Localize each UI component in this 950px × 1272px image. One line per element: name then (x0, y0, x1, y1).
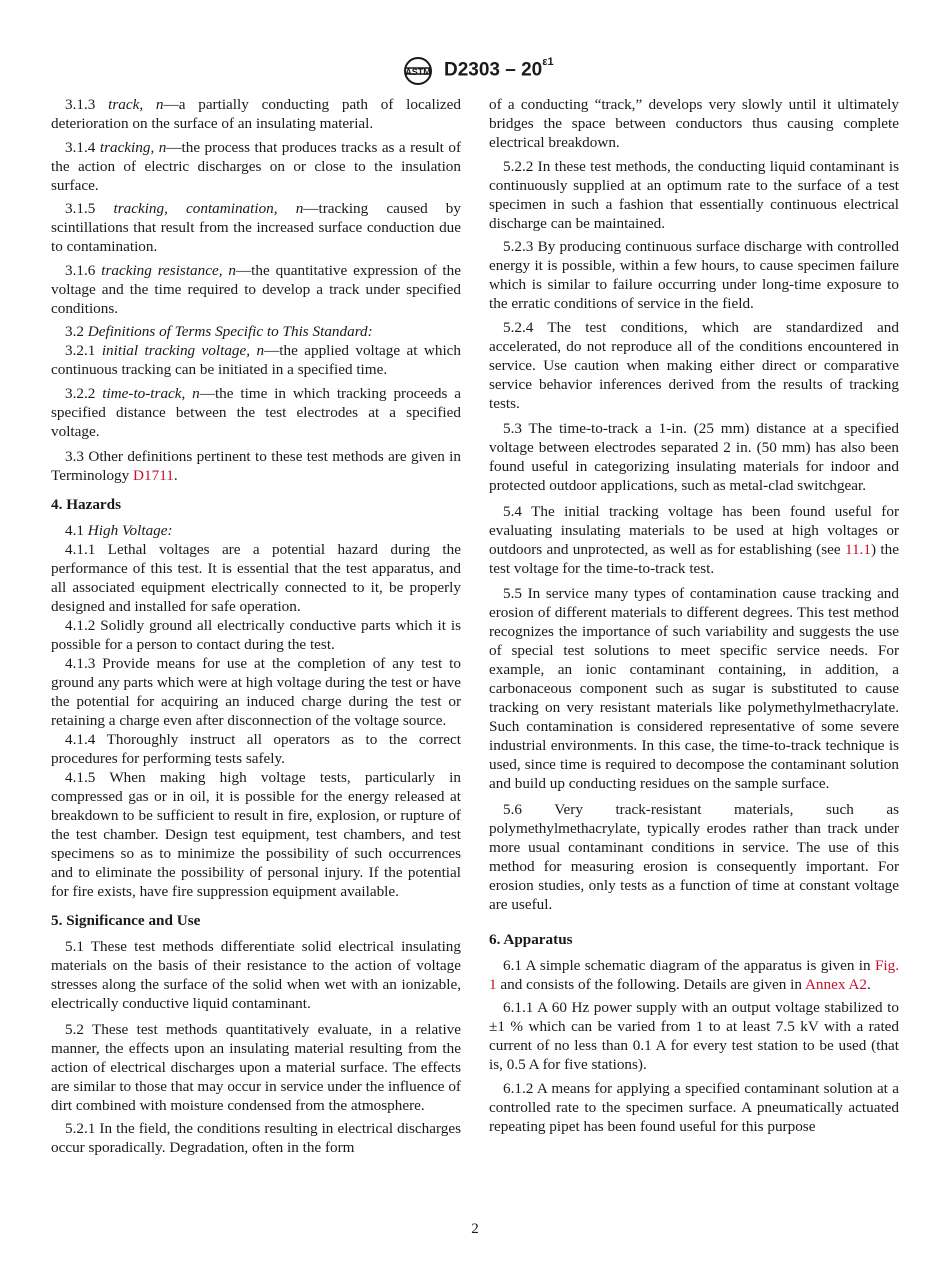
paragraph-3-2: 3.2 Definitions of Terms Specific to This Standard: (65, 323, 373, 340)
left-column (51, 95, 461, 1157)
paragraph-4-1-1: 4.1.1 Lethal voltages are a potential hazard during the performance of this test. It is essential that the test apparatus, and all associated equipment electrically connected to it, be properly designed and installed for safe operation. (51, 541, 461, 615)
heading-hazards: 4. Hazards (51, 496, 122, 513)
paragraph-5-2-1: 5.2.1 In the field, the conditions resulting in electrical discharges occur sporadically. Degradation, often in the form (51, 1120, 461, 1156)
paragraph-5-2-2: 5.2.2 In these test methods, the conducting liquid contaminant is continuously supplied at an optimum rate to the surface of a test specimen in such a fashion that essentially continuous electrical discharge can be maintained. (489, 157, 899, 232)
paragraph-3-3: 3.3 Other definitions pertinent to these test methods are given in Terminology D1711. (51, 448, 461, 484)
paragraph-4-1-5: 4.1.5 When making high voltage tests, particularly in compressed gas or in oil, it is possible for the energy released at breakdown to be sufficient to result in fire, explosion, or rupture of the test chamber. Design test equipment, test chambers, and test specimens so as to minimize the possibility of such occurrences and to eliminate the possibility of personal injury. If the potential for fire exists, have fire suppression equipment available. (51, 769, 461, 900)
paragraph-4-1-3: 4.1.3 Provide means for use at the completion of any test to ground any parts which were at high voltage during the test or have the potential for acquiring an induced charge during the test or retaining a charge even after disconnection of the voltage source. (51, 655, 461, 729)
paragraph-5-4: 5.4 The initial tracking voltage has been found useful for evaluating insulating materials to be used at high voltages or outdoors and unprotected, as well as for establishing (see 11.1) the test voltage for the time-to-track test. (489, 502, 899, 577)
paragraph-3-1-3: 3.1.3 track, n—a partially conducting path of localized deterioration on the surface of an insulating material. (51, 96, 461, 132)
heading-apparatus: 6. Apparatus (489, 930, 573, 948)
paragraph-3-1-6: 3.1.6 tracking resistance, n—the quantitative expression of the voltage and the time required to develop a track under specified conditions. (51, 261, 461, 317)
paragraph-5-1: 5.1 These test methods differentiate solid electrical insulating materials on the basis of their resistance to the action of voltage stresses along the surface of the solid when wet with an ionizable, electrically conductive liquid contaminant. (51, 938, 461, 1012)
paragraph-5-6: 5.6 Very track-resistant materials, such as polymethylmethacrylate, typically erodes rather than track under more usual contaminant conditions in service. The use of this method for measuring erosion is consequently important. For erosion studies, only tests as a function of time at constant voltage are useful. (489, 800, 899, 913)
paragraph-5-3: 5.3 The time-to-track a 1-in. (25 mm) distance at a specified voltage between electrodes separated 2 in. (50 mm) has also been found useful in categorizing insulating materials for indoor and protected outdoor applications, such as metal-clad switchgear. (489, 420, 899, 494)
paragraph-3-1-5: 3.1.5 tracking, contamination, n—tracking caused by scintillations that result from the increased surface conduction due to contamination. (51, 200, 461, 255)
paragraph-3-2-1: 3.2.1 initial tracking voltage, n—the applied voltage at which continuous tracking can be initiated in a specified time. (51, 342, 461, 378)
page-number: 2 (471, 1221, 479, 1237)
designation-text: D2303 – 20 (444, 59, 543, 81)
paragraph-6-1: 6.1 A simple schematic diagram of the apparatus is given in Fig. 1 and consists of the following. Details are given in Annex A2. (489, 956, 899, 993)
heading-significance-and-use: 5. Significance and Use (51, 912, 201, 929)
svg-text:ASTM: ASTM (405, 67, 431, 77)
paragraph-6-1-2: 6.1.2 A means for applying a specified contaminant solution at a controlled rate to the specimen surface. A pneumatically actuated repeating pipet has been found useful for this purpose (489, 1079, 899, 1135)
paragraph-3-1-4: 3.1.4 tracking, n—the process that produces tracks as a result of the action of electric discharges on or close to the insulation surface. (51, 138, 462, 194)
paragraph-3-2-2: 3.2.2 time-to-track, n—the time in which tracking proceeds a specified distance between the test electrodes at a specified voltage. (51, 384, 462, 440)
paragraph-5-5: 5.5 In service many types of contamination cause tracking and erosion of different materials to different degrees. This test method recognizes the importance of such variability and suggests the use of special test solutions to meet specific service needs. For example, an ionic contaminant containing, in addition, a carbonaceous component such as sugar is substituted to cause tracking on very resistant materials like polymethylmethacrylate. Such contamination is considered representative of some severe industrial environments. In this case, the time-to-track technique is used, since time is required to decompose the contaminant solution and build up conducting residues on the sample surface. (489, 585, 899, 792)
astm-logo-icon (399, 56, 437, 86)
page-header (0, 56, 950, 86)
link-fig-1[interactable]: Fig. 1 (489, 956, 899, 993)
paragraph-5-2: 5.2 These test methods quantitatively evaluate, in a relative manner, the effects upon an insulating material resulting from the action of electrical discharges upon a material surface. The effects are similar to those that may occur in service under the influence of dirt combined with moisture condensed from the atmosphere. (51, 1020, 461, 1114)
paragraph-5-2-1-continued: of a conducting “track,” develops very slowly until it ultimately bridges the space between conductors thus causing complete electrical breakdown. (489, 96, 899, 151)
designation-superscript: ε1 (542, 56, 554, 68)
document-designation (444, 56, 554, 81)
paragraph-4-1-2: 4.1.2 Solidly ground all electrically conductive parts which it is possible for a person to contact during the test. (51, 617, 461, 653)
link-section-11-1[interactable]: 11.1 (844, 540, 871, 558)
paragraph-5-2-3: 5.2.3 By producing continuous surface discharge with controlled energy it is possible, within a few hours, to cause specimen failure which is similar to failure occurring under long-time exposure to the erratic conditions of service in the field. (489, 238, 899, 312)
paragraph-4-1-4: 4.1.4 Thoroughly instruct all operators as to the correct procedures for performing tests safely. (51, 731, 461, 767)
right-column (489, 95, 899, 1136)
paragraph-5-2-4: 5.2.4 The test conditions, which are standardized and accelerated, do not reproduce all of the conditions encountered in service. Use caution when making either direct or comparative service behavior inferences derived from the results of tracking tests. (489, 318, 899, 412)
paragraph-6-1-1: 6.1.1 A 60 Hz power supply with an output voltage stabilized to ±1 % which can be varied from 1 to at least 7.5 kV with a rated current of no less than 0.1 A for every test station to be used (that is, 0.5 A for five stations). (489, 999, 899, 1073)
paragraph-4-1: 4.1 High Voltage: (65, 522, 173, 539)
link-annex-a2[interactable]: Annex A2 (804, 975, 867, 993)
link-d1711[interactable]: D1711 (133, 467, 174, 484)
